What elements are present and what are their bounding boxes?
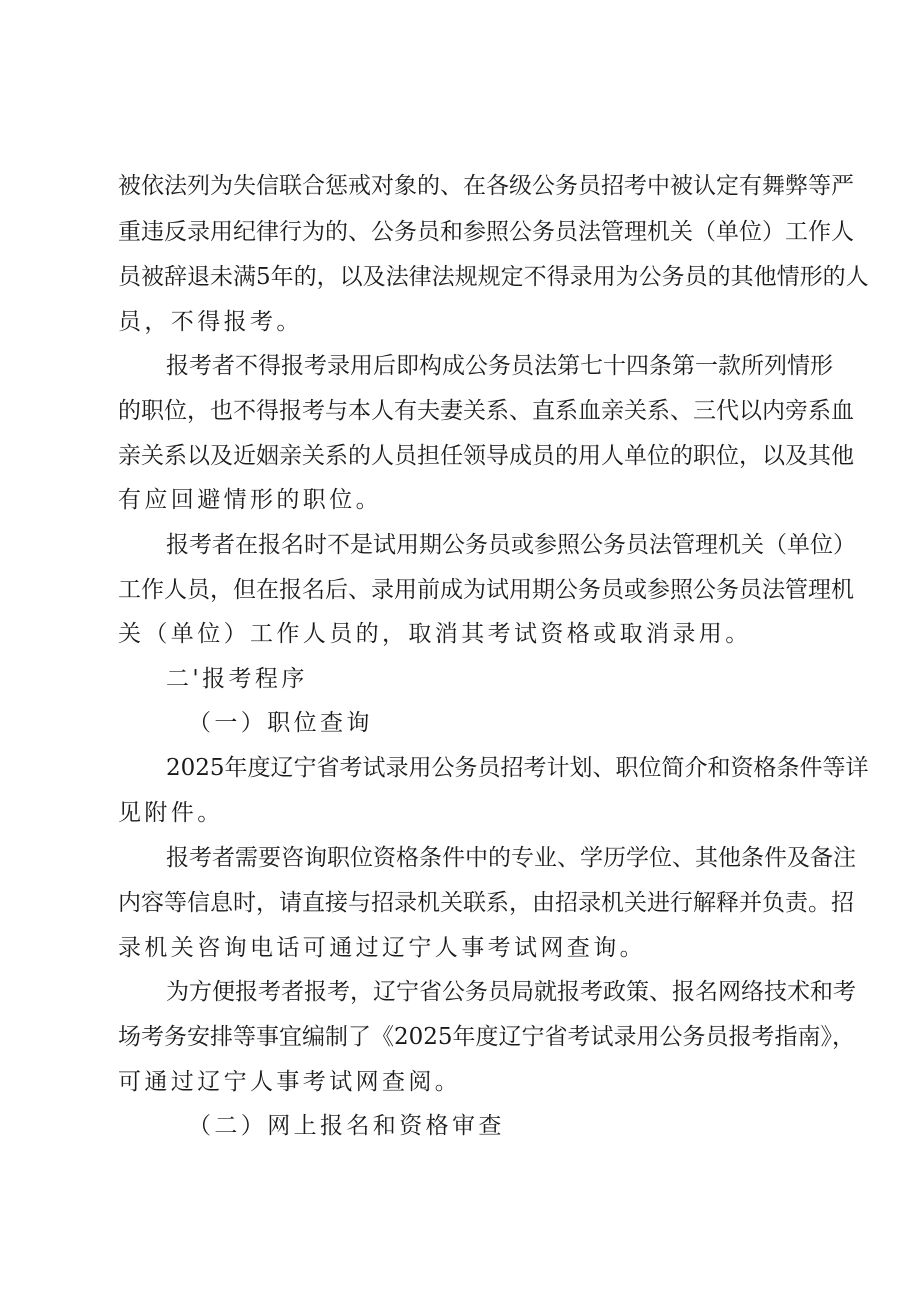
paragraph-first-line: 2025年度辽宁省考试录用公务员招考计划、职位简介和资格条件等详 [166, 755, 869, 781]
text-line: 有应回避情形的职位。 [118, 487, 382, 513]
paragraph-first-line: 报考者需要咨询职位资格条件中的专业、学历学位、其他条件及备注 [166, 845, 856, 871]
text-line: 的职位，也不得报考与本人有夫妻关系、直系血亲关系、三代以内旁系血 [118, 398, 854, 424]
text-line: 亲关系以及近姻亲关系的人员担任领导成员的用人单位的职位，以及其他 [118, 443, 854, 469]
text-line: 见附件。 [118, 800, 224, 826]
text-line: 可通过辽宁人事考试网查阅。 [118, 1069, 462, 1095]
text-line: 录机关咨询电话可通过辽宁人事考试网查询。 [118, 935, 646, 961]
subsection-heading: （二）网上报名和资格审查 [188, 1113, 505, 1139]
text-line: 员被辞退未满5年的，以及法律法规规定不得录用为公务员的其他情形的人 [118, 264, 869, 290]
section-heading: 二'报考程序 [166, 666, 308, 692]
paragraph-first-line: 报考者在报名时不是试用期公务员或参照公务员法管理机关（单位） [166, 532, 856, 558]
subsection-heading: （一）职位查询 [188, 710, 373, 736]
text-line: 场考务安排等事宜编制了《2025年度辽宁省考试录用公务员报考指南》， [118, 1024, 856, 1050]
text-line: 员，不得报考。 [118, 309, 303, 335]
paragraph-first-line: 报考者不得报考录用后即构成公务员法第七十四条第一款所列情形 [166, 353, 833, 379]
text-line: 内容等信息时，请直接与招录机关联系，由招录机关进行解释并负责。招 [118, 890, 854, 916]
text-line: 工作人员，但在报名后、录用前成为试用期公务员或参照公务员法管理机 [118, 577, 854, 603]
paragraph-first-line: 为方便报考者报考，辽宁省公务员局就报考政策、报名网络技术和考 [166, 979, 856, 1005]
text-line: 关（单位）工作人员的，取消其考试资格或取消录用。 [118, 621, 752, 647]
text-line: 被依法列为失信联合惩戒对象的、在各级公务员招考中被认定有舞弊等严 [118, 173, 854, 199]
text-line: 重违反录用纪律行为的、公务员和参照公务员法管理机关（单位）工作人 [118, 219, 854, 245]
